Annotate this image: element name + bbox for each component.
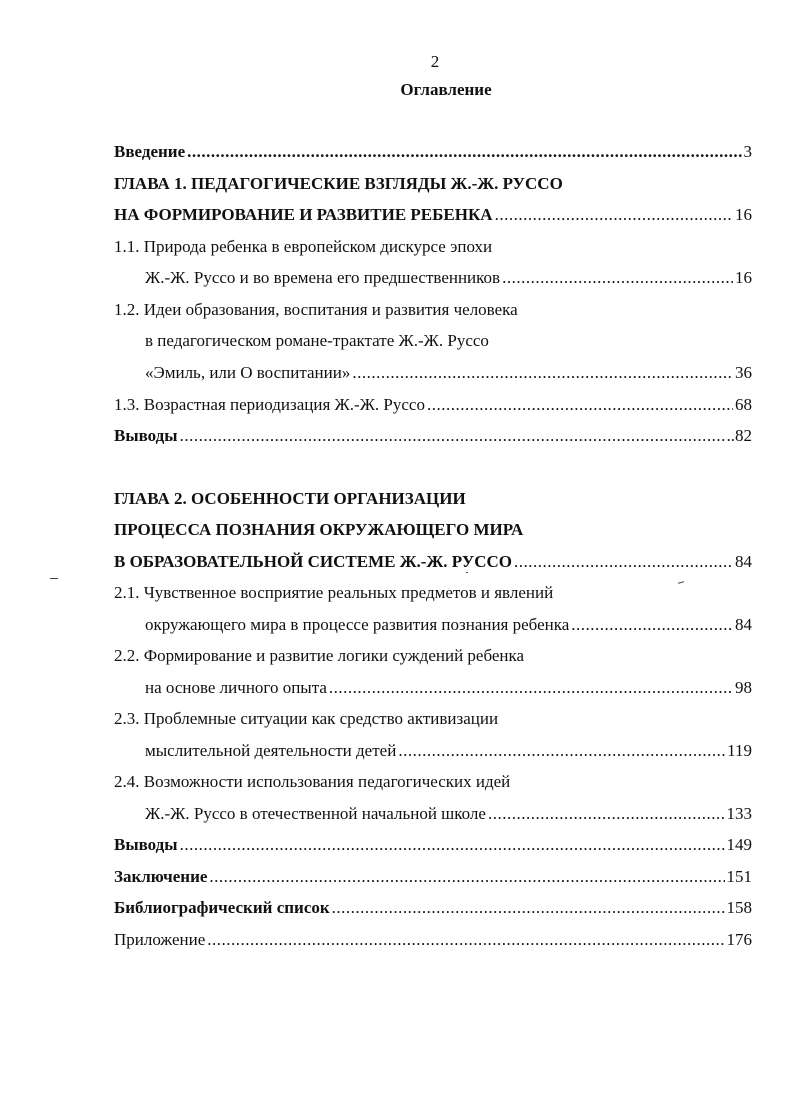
toc-section-2-1-heading[interactable] [114, 583, 752, 607]
toc-section-2-4-heading[interactable] [114, 772, 752, 796]
toc-entry-page: ..82 [726, 426, 752, 445]
toc-entry-text: В ОБРАЗОВАТЕЛЬНОЙ СИСТЕМЕ Ж.-Ж. РУССО [114, 552, 512, 571]
toc-bibliography[interactable] [114, 898, 752, 922]
toc-section-1-2-line2[interactable] [145, 331, 752, 355]
toc-entry-page: 84 [735, 615, 752, 634]
leader-dots [207, 930, 724, 950]
toc-entry-text: 1.2. Идеи образования, воспитания и развития человека [114, 300, 518, 319]
toc-section-1-1[interactable] [145, 268, 752, 292]
toc-section-2-3-heading[interactable] [114, 709, 752, 733]
toc-entry-page: 3 [743, 142, 752, 161]
toc-entry-text: ПРОЦЕССА ПОЗНАНИЯ ОКРУЖАЮЩЕГО МИРА [114, 520, 524, 539]
leader-dots [398, 741, 725, 761]
leader-dots [329, 678, 733, 698]
toc-conclusion[interactable] [114, 867, 752, 891]
toc-entry-text: Приложение [114, 930, 206, 949]
leader-dots [488, 804, 725, 824]
leader-dots [352, 363, 733, 383]
leader-dots [332, 898, 725, 918]
toc-entry-text: Ж.-Ж. Руссо в отечественной начальной школе [145, 804, 486, 823]
toc-chapter-1[interactable] [114, 205, 752, 229]
toc-entry-page: 68 [735, 395, 752, 414]
toc-appendix[interactable] [114, 930, 752, 954]
toc-chapter-2-heading[interactable] [114, 489, 752, 513]
leader-dots [427, 395, 733, 415]
page-number: 2 [430, 52, 440, 71]
toc-entry-text: ГЛАВА 1. ПЕДАГОГИЧЕСКИЕ ВЗГЛЯДЫ Ж.-Ж. РУССО [114, 174, 563, 193]
toc-section-1-1-heading[interactable] [114, 237, 752, 261]
toc-entry-text: 2.2. Формирование и развитие логики суждений ребенка [114, 646, 525, 665]
toc-title: Оглавление [400, 80, 492, 99]
scan-speck [50, 578, 58, 579]
toc-chapter-1-heading[interactable] [114, 174, 752, 198]
toc-section-2-3[interactable] [145, 741, 752, 765]
toc-section-1-2[interactable] [145, 363, 752, 387]
toc-entry-text: Заключение [114, 867, 208, 886]
toc-entry-text: 2.3. Проблемные ситуации как средство активизации [114, 709, 499, 728]
toc-conclusions-2[interactable] [114, 835, 752, 859]
toc-section-1-3[interactable] [114, 395, 752, 419]
toc-section-2-2-heading[interactable] [114, 646, 752, 670]
toc-section-2-4[interactable] [145, 804, 752, 828]
toc-entry-page: 158 [726, 898, 752, 917]
toc-section-1-2-heading[interactable] [114, 300, 752, 324]
toc-entry-text: Ж.-Ж. Руссо и во времена его предшественников [145, 268, 501, 287]
toc-entry-page: 16 [735, 268, 752, 287]
toc-entry-text: НА ФОРМИРОВАНИЕ И РАЗВИТИЕ РЕБЕНКА [114, 205, 493, 224]
toc-entry-text: «Эмиль, или О воспитании» [145, 363, 351, 382]
toc-chapter-2[interactable] [114, 552, 752, 576]
toc-entry-text: ГЛАВА 2. ОСОБЕННОСТИ ОРГАНИЗАЦИИ [114, 489, 466, 508]
toc-entry-page: 98 [735, 678, 752, 697]
toc-entry-page: 84 [735, 552, 752, 571]
toc-entry-page: 151 [726, 867, 752, 886]
leader-dots [495, 205, 733, 225]
toc-entry-text: Выводы [114, 835, 178, 854]
scan-speck [466, 572, 468, 573]
leader-dots [571, 615, 733, 635]
toc-entry-page: 16 [735, 205, 752, 224]
leader-dots [502, 268, 733, 288]
toc-entry-text: мыслительной деятельности детей [145, 741, 397, 760]
toc-entry-text: окружающего мира в процессе развития познания ребенка [145, 615, 570, 634]
toc-entry-text: на основе личного опыта [145, 678, 327, 697]
leader-dots [514, 552, 733, 572]
toc-entry-text: в педагогическом романе-трактате Ж.-Ж. Руссо [145, 331, 489, 350]
leader-dots [180, 835, 725, 855]
toc-entry-intro[interactable] [114, 142, 752, 166]
toc-entry-text: Библиографический список [114, 898, 330, 917]
leader-dots [180, 426, 725, 446]
toc-chapter-2-line2[interactable] [114, 520, 752, 544]
toc-entry-text: 1.3. Возрастная периодизация Ж.-Ж. Руссо [114, 395, 425, 414]
toc-entry-text: 2.4. Возможности использования педагогических идей [114, 772, 511, 791]
toc-entry-page: 133 [726, 804, 752, 823]
toc-entry-page: 149 [726, 835, 752, 854]
toc-entry-text: Выводы [114, 426, 178, 445]
toc-entry-page: 119 [727, 741, 752, 760]
leader-dots [187, 142, 741, 162]
toc-entry-text: 1.1. Природа ребенка в европейском дискурсе эпохи [114, 237, 493, 256]
toc-section-2-2[interactable] [145, 678, 752, 702]
leader-dots [209, 867, 724, 887]
toc-conclusions-1[interactable] [114, 426, 752, 450]
toc-entry-text: 2.1. Чувственное восприятие реальных предметов и явлений [114, 583, 554, 602]
toc-section-2-1[interactable] [145, 615, 752, 639]
toc-entry-page: 176 [726, 930, 752, 949]
toc-entry-text: Введение [114, 142, 186, 161]
toc-entry-page: 36 [735, 363, 752, 382]
